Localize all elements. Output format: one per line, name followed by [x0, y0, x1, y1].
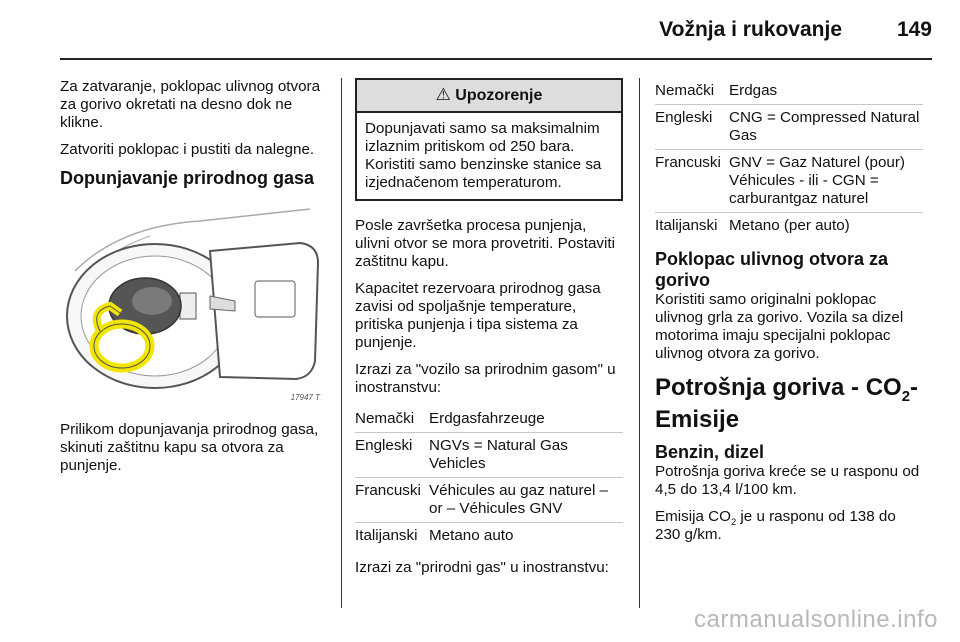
- paragraph: Prilikom dopunjavanja prirodnog gasa, skinuti zaštitnu kapu sa otvora za punjenje.: [60, 421, 319, 474]
- table-row: [655, 213, 923, 239]
- header-rule: [60, 58, 932, 60]
- warning-text: Dopunjavati samo sa maksimalnim izlaznim pritiskom od 250 bara. Koristiti samo benzinske stanice sa izjednačenom temperaturom.: [365, 120, 602, 191]
- heading-text: -: [909, 374, 918, 401]
- paragraph: Koristiti samo originalni poklopac ulivnog grla za gorivo. Vozila sa dizel motorima imaju specijalni poklopac ulivnog otvora za gorivo.: [655, 291, 904, 362]
- column-divider-2: [639, 78, 640, 608]
- cng-nozzle-icon: [60, 201, 322, 409]
- table-cell-language: Francuski: [655, 154, 721, 171]
- chapter-heading: [655, 372, 923, 436]
- column-2: [355, 78, 623, 586]
- table-cell-language: Francuski: [355, 482, 421, 499]
- terms-table-gas: [655, 78, 923, 239]
- paragraph: Potrošnja goriva kreće se u rasponu od 4,5 do 13,4 l/100 km.: [655, 463, 920, 498]
- paragraph: Izrazi za "prirodni gas" u inostranstvu:: [355, 559, 609, 576]
- table-cell-term: Erdgasfahrzeuge: [429, 410, 545, 427]
- table-cell-term: NGVs = Natural Gas Vehicles: [429, 437, 568, 472]
- table-cell-term: Metano auto: [429, 527, 514, 544]
- terms-table-vehicle: [355, 406, 623, 549]
- warning-triangle-icon: ⚠: [435, 85, 451, 104]
- warning-title: Upozorenje: [455, 87, 543, 104]
- section-heading: Dopunjavanje prirodnog gasa: [60, 168, 315, 188]
- table-cell-language: Nemački: [355, 410, 415, 427]
- column-3: [655, 78, 923, 553]
- paragraph: [655, 508, 923, 544]
- figure-code: 17947 T: [290, 393, 320, 402]
- table-row: [655, 105, 923, 150]
- paragraph: Posle završetka procesa punjenja, ulivni otvor se mora provetriti. Postaviti zaštitnu kapu.: [355, 217, 615, 270]
- warning-header: [357, 80, 621, 113]
- table-cell-language: Italijanski: [355, 527, 418, 544]
- column-1: [60, 78, 328, 484]
- page-number: 149: [896, 18, 932, 41]
- table-cell-language: Nemački: [655, 82, 715, 99]
- section-heading: Poklopac ulivnog otvora za gorivo: [655, 249, 889, 290]
- paragraph: Zatvoriti poklopac i pustiti da nalegne.: [60, 141, 315, 158]
- heading-text: Emisije: [655, 406, 740, 433]
- subscript: 2: [730, 516, 737, 528]
- table-row: [655, 150, 923, 213]
- table-cell-term: Metano (per auto): [729, 217, 850, 234]
- paragraph: Izrazi za "vozilo sa prirodnim gasom" u inostranstvu:: [355, 361, 616, 396]
- fuel-filler-illustration: [60, 201, 322, 409]
- table-cell-language: Engleski: [355, 437, 413, 454]
- table-cell-term: Véhicules au gaz naturel – or – Véhicules GNV: [429, 482, 608, 517]
- subscript: 2: [901, 388, 910, 405]
- table-cell-term: CNG = Compressed Natural Gas: [729, 109, 920, 144]
- text: Emisija CO: [655, 508, 731, 525]
- table-row: [355, 433, 623, 478]
- table-row: [355, 523, 623, 549]
- paragraph: Za zatvaranje, poklopac ulivnog otvora za gorivo okretati na desno dok ne klikne.: [60, 78, 321, 131]
- table-row: [355, 478, 623, 523]
- text: je u rasponu od 138 do 230 g/km.: [655, 508, 896, 543]
- paragraph: Kapacitet rezervoara prirodnog gasa zavisi od spoljašnje temperature, pritiska punjenja i tipa sistema za punjenje.: [355, 280, 601, 351]
- section-title: Vožnja i rukovanje: [659, 18, 842, 41]
- table-cell-language: Italijanski: [655, 217, 718, 234]
- section-heading: Benzin, dizel: [655, 442, 765, 462]
- table-row: [355, 406, 623, 433]
- table-cell-term: GNV = Gaz Naturel (pour) Véhicules - ili - CGN = carburantgaz naturel: [729, 154, 905, 207]
- table-cell-term: Erdgas: [729, 82, 778, 99]
- column-divider-1: [341, 78, 342, 608]
- watermark: carmanualsonline.info: [694, 606, 938, 633]
- table-row: [655, 78, 923, 105]
- table-cell-language: Engleski: [655, 109, 713, 126]
- heading-text: Potrošnja goriva - CO: [655, 374, 902, 401]
- warning-box: [355, 78, 623, 201]
